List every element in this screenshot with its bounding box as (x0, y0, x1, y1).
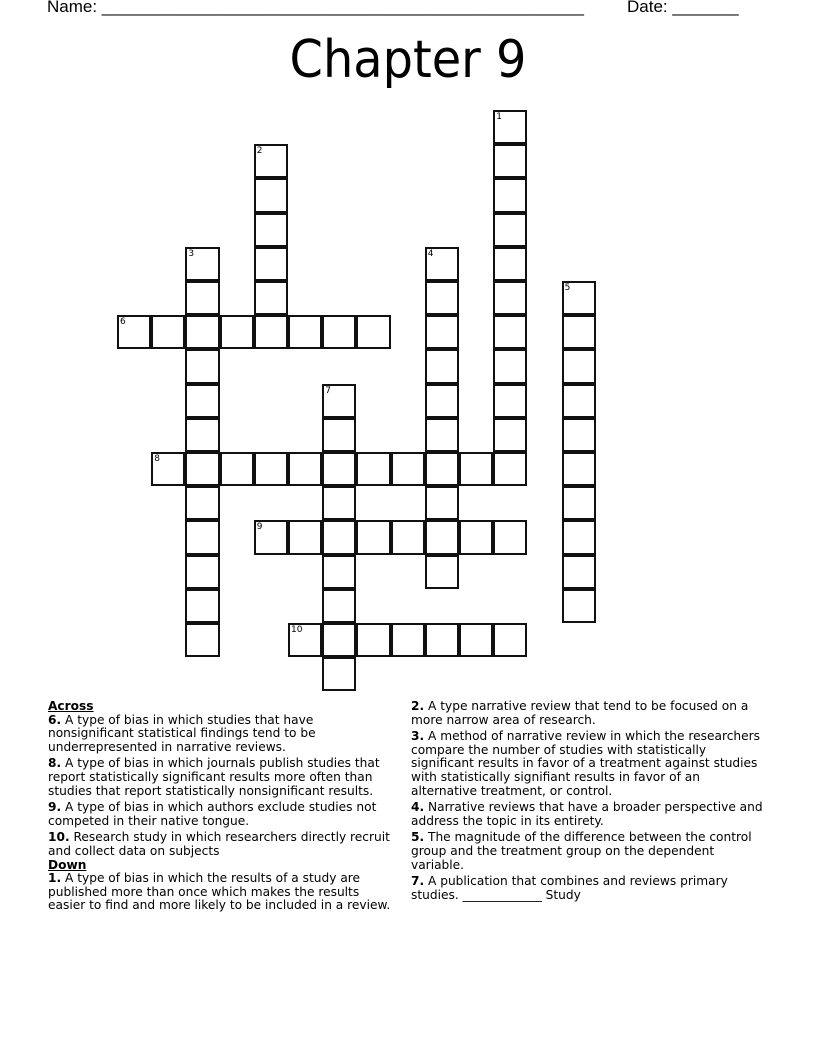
crossword-cell[interactable] (493, 213, 527, 247)
clue-across-9 (48, 801, 393, 828)
crossword-cell[interactable] (185, 623, 219, 657)
crossword-cell[interactable] (493, 623, 527, 657)
crossword-cell[interactable] (185, 247, 219, 281)
crossword-cell[interactable] (562, 418, 596, 452)
clue-down-4 (411, 801, 766, 828)
crossword-cell[interactable] (322, 384, 356, 418)
clue-down-1 (48, 872, 393, 913)
crossword-cell[interactable] (562, 452, 596, 486)
crossword-cell[interactable] (562, 349, 596, 383)
crossword-cell[interactable] (322, 555, 356, 589)
clues-column-left (48, 700, 393, 916)
crossword-cell[interactable] (356, 452, 390, 486)
crossword-cell[interactable] (185, 486, 219, 520)
crossword-cell[interactable] (425, 623, 459, 657)
crossword-cell[interactable] (288, 315, 322, 349)
crossword-cell[interactable] (322, 452, 356, 486)
crossword-cell[interactable] (425, 315, 459, 349)
crossword-cell[interactable] (459, 520, 493, 554)
crossword-cell[interactable] (254, 178, 288, 212)
clue-text: A type of bias in which the results of a study are published more than once which makes the results easier to find and more likely to be included in a review. (48, 871, 391, 913)
crossword-cell[interactable] (185, 281, 219, 315)
crossword-cell[interactable] (254, 213, 288, 247)
clue-text: A type narrative review that tend to be focused on a more narrow area of research. (411, 699, 749, 727)
clue-down-5 (411, 831, 766, 872)
crossword-cell[interactable] (425, 384, 459, 418)
crossword-cell[interactable] (254, 281, 288, 315)
crossword-cell[interactable] (425, 281, 459, 315)
crossword-cell[interactable] (356, 315, 390, 349)
clue-number: 5. (411, 830, 425, 845)
crossword-cell[interactable] (322, 418, 356, 452)
clue-number: 7. (411, 874, 425, 889)
crossword-cell[interactable] (562, 589, 596, 623)
clue-number: 9. (48, 800, 62, 815)
crossword-cell[interactable] (322, 657, 356, 691)
clue-number: 1. (48, 871, 62, 886)
crossword-cell[interactable] (356, 520, 390, 554)
clue-down-7 (411, 875, 766, 902)
crossword-cell[interactable] (322, 520, 356, 554)
crossword-cell[interactable] (493, 418, 527, 452)
crossword-cell[interactable] (322, 589, 356, 623)
clue-number-label: 1 (496, 112, 502, 122)
clue-number-label: 7 (325, 385, 331, 396)
crossword-cell[interactable] (562, 384, 596, 418)
crossword-cell[interactable] (322, 486, 356, 520)
clue-number-label: 2 (256, 146, 263, 157)
clue-text: A type of bias in which studies that have nonsignificant statistical findings tend to be underrepresented in narrative reviews. (48, 712, 316, 754)
crossword-cell[interactable] (493, 384, 527, 418)
crossword-cell[interactable] (425, 452, 459, 486)
crossword-cell[interactable] (185, 384, 219, 418)
crossword-cell[interactable] (220, 452, 254, 486)
crossword-cell[interactable] (254, 452, 288, 486)
crossword-cell[interactable] (254, 144, 288, 178)
crossword-cell[interactable] (185, 349, 219, 383)
clue-number-label: 3 (188, 248, 195, 259)
crossword-cell[interactable] (562, 555, 596, 589)
clue-number-label: 4 (427, 248, 434, 259)
crossword-cell[interactable] (425, 486, 459, 520)
crossword-cell[interactable] (185, 520, 219, 554)
name-field[interactable]: Name: ___________________________________________________ (47, 0, 584, 16)
clue-number: 2. (411, 699, 425, 713)
clue-text: The magnitude of the difference between the control group and the treatment group on the dependent variable. (411, 830, 752, 872)
crossword-cell[interactable] (425, 247, 459, 281)
clue-text: A method of narrative review in which the researchers compare the number of studies with statistically significant results in favor of a treatment against studies with statistically signifiant results in favor of an alternative treatment, or control. (411, 729, 760, 798)
date-field[interactable]: Date: _______ (627, 0, 739, 16)
crossword-cell[interactable] (356, 623, 390, 657)
crossword-cell[interactable] (117, 315, 151, 349)
clue-text: Narrative reviews that have a broader perspective and address the topic in its entirety. (411, 800, 763, 828)
down-heading: Down (48, 857, 87, 872)
crossword-cell[interactable] (220, 315, 254, 349)
clue-down-2 (411, 700, 766, 727)
crossword-cell[interactable] (151, 452, 185, 486)
crossword-cell[interactable] (288, 520, 322, 554)
crossword-cell[interactable] (254, 247, 288, 281)
clue-number: 4. (411, 800, 425, 815)
clue-text: A type of bias in which authors exclude studies not competed in their native tongue. (48, 800, 377, 828)
clue-number: 10. (48, 830, 70, 845)
crossword-cell[interactable] (288, 623, 322, 657)
crossword-cell[interactable] (391, 623, 425, 657)
clue-text: A type of bias in which journals publish studies that report statistically significant results more often than studies that report statistically nonsignificant results. (48, 756, 380, 798)
crossword-cell[interactable] (493, 110, 527, 144)
crossword-cell[interactable] (562, 315, 596, 349)
clue-text: A publication that combines and reviews primary studies. _____________ Study (411, 874, 728, 902)
crossword-cell[interactable] (493, 247, 527, 281)
clue-number-label: 10 (291, 625, 303, 635)
crossword-cell[interactable] (493, 144, 527, 178)
clue-number: 6. (48, 712, 62, 727)
crossword-cell[interactable] (562, 281, 596, 315)
clue-number-label: 5 (564, 283, 571, 293)
crossword-cell[interactable] (254, 315, 288, 349)
crossword-cell[interactable] (322, 315, 356, 349)
clue-across-10 (48, 831, 393, 858)
clue-text: Research study in which researchers directly recruit and collect data on subjects (48, 830, 390, 858)
crossword-cell[interactable] (425, 520, 459, 554)
clue-number-label: 9 (256, 522, 263, 533)
crossword-cell[interactable] (185, 315, 219, 349)
clue-number: 3. (411, 729, 425, 744)
crossword-cell[interactable] (391, 452, 425, 486)
crossword-cell[interactable] (493, 178, 527, 212)
clue-across-6 (48, 714, 393, 755)
crossword-cell[interactable] (493, 520, 527, 554)
across-heading: Across (48, 699, 94, 713)
crossword-cell[interactable] (562, 520, 596, 554)
crossword-cell[interactable] (459, 452, 493, 486)
crossword-cell[interactable] (425, 349, 459, 383)
crossword-cell[interactable] (493, 452, 527, 486)
crossword-cell[interactable] (425, 418, 459, 452)
page-title: Chapter 9 (289, 30, 527, 90)
crossword-cell[interactable] (185, 418, 219, 452)
clue-number-label: 8 (154, 454, 160, 464)
crossword-cell[interactable] (151, 315, 185, 349)
clue-down-3 (411, 730, 766, 798)
clue-number-label: 6 (120, 317, 126, 328)
crossword-cell[interactable] (185, 555, 219, 589)
crossword-cell[interactable] (493, 281, 527, 315)
crossword-cell[interactable] (288, 452, 322, 486)
clue-across-8 (48, 757, 393, 798)
crossword-cell[interactable] (185, 589, 219, 623)
crossword-cell[interactable] (322, 623, 356, 657)
crossword-cell[interactable] (459, 623, 493, 657)
crossword-cell[interactable] (425, 555, 459, 589)
crossword-cell[interactable] (254, 520, 288, 554)
clue-number: 8. (48, 756, 62, 771)
crossword-cell[interactable] (493, 315, 527, 349)
clues-column-right (411, 700, 766, 905)
crossword-cell[interactable] (391, 520, 425, 554)
crossword-cell[interactable] (493, 349, 527, 383)
crossword-cell[interactable] (185, 452, 219, 486)
crossword-cell[interactable] (562, 486, 596, 520)
